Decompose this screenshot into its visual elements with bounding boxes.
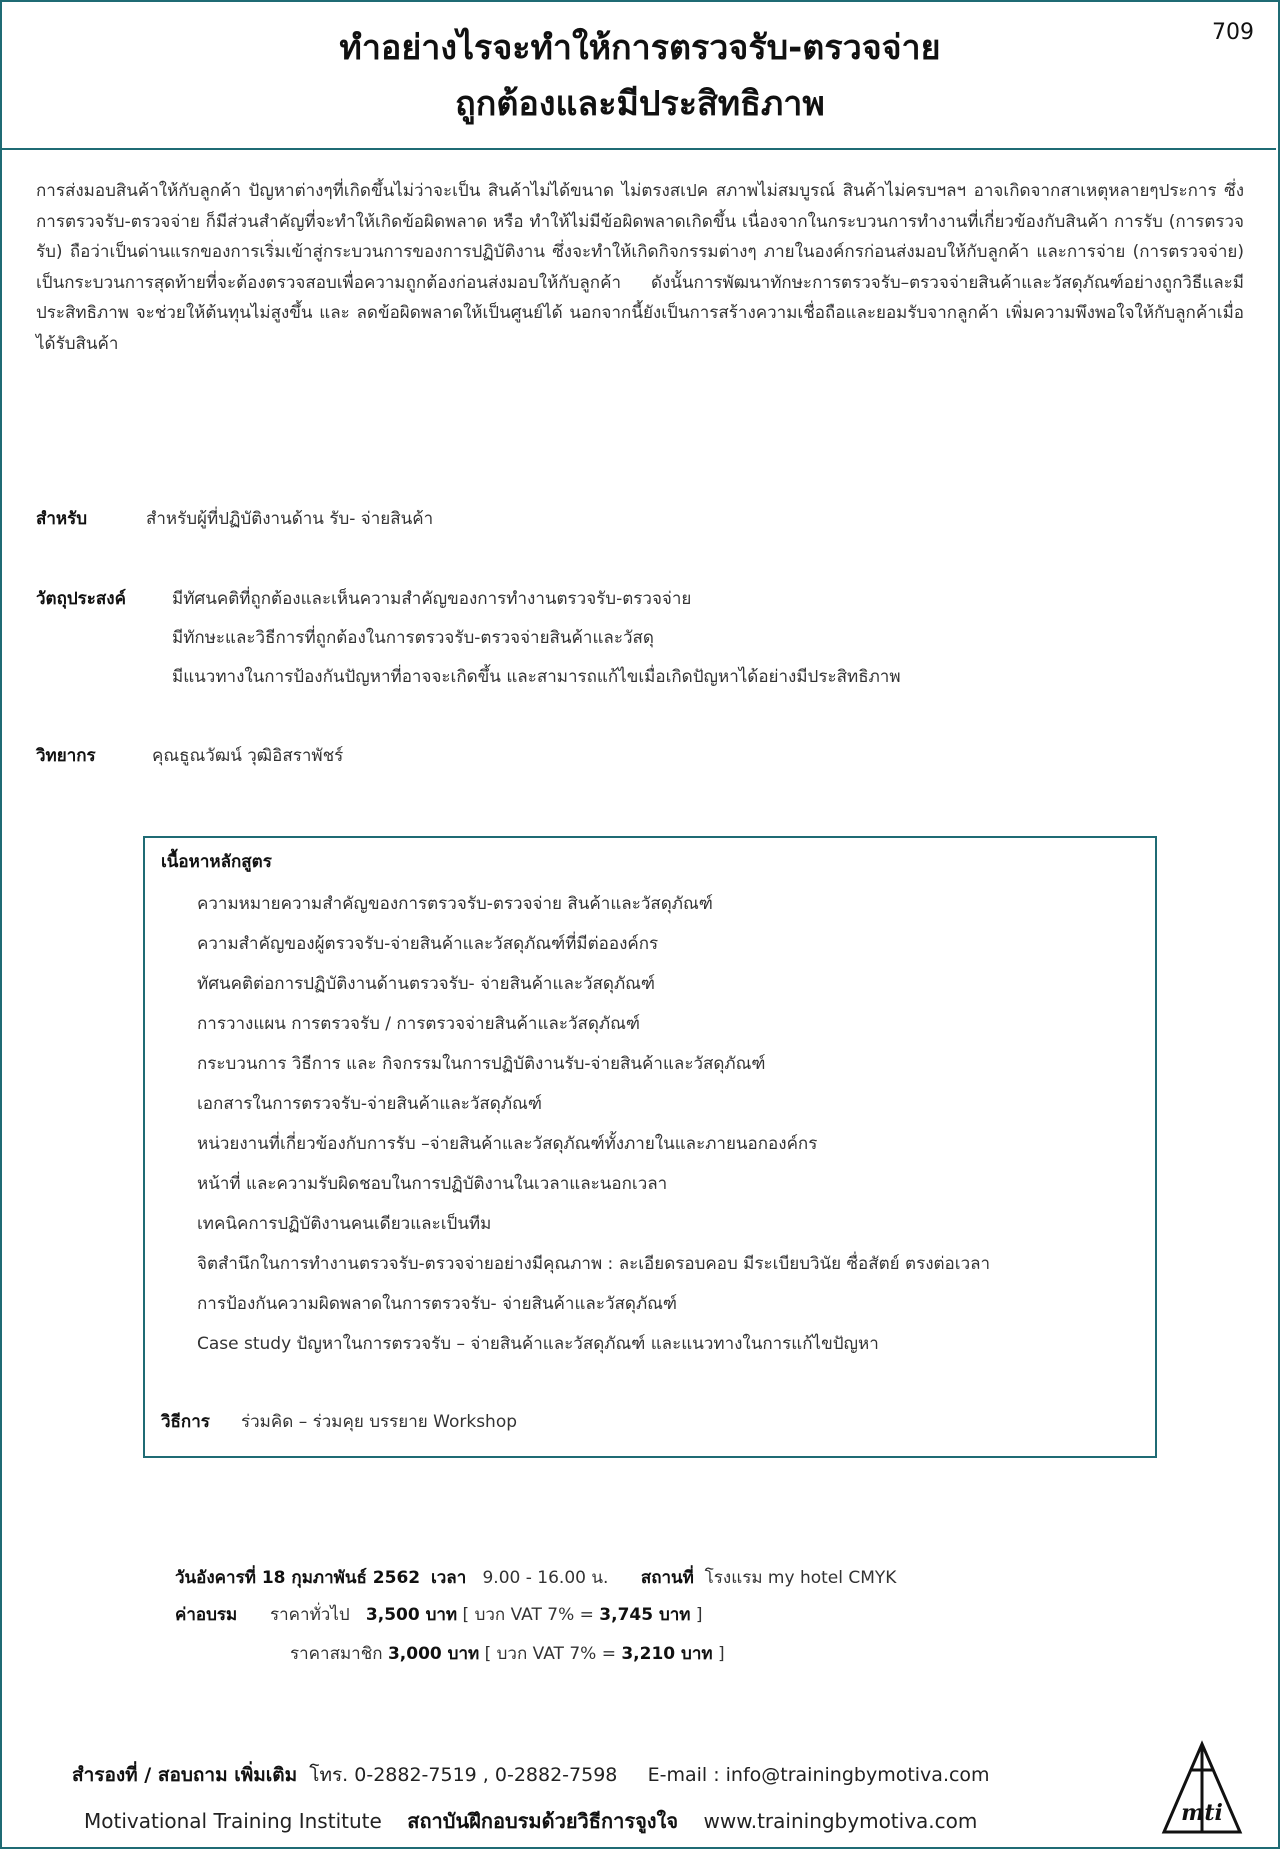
course-topic: การป้องกันความผิดพลาดในการตรวจรับ- จ่ายสินค้าและวัสดุภัณฑ์ [197, 1294, 678, 1314]
venue-value: โรงแรม my hotel CMYK [704, 1568, 897, 1588]
course-topic: Case study ปัญหาในการตรวจรับ – จ่ายสินค้าและวัสดุภัณฑ์ และแนวทางในการแก้ไขปัญหา [197, 1334, 879, 1354]
course-topic: ทัศนคติต่อการปฏิบัติงานด้านตรวจรับ- จ่ายสินค้าและวัสดุภัณฑ์ [197, 974, 656, 994]
general-vat-total: 3,745 บาท [599, 1605, 691, 1625]
member-label: ราคาสมาชิก [290, 1644, 383, 1664]
time-label: เวลา [430, 1568, 467, 1588]
contact-email: E-mail : info@trainingbymotiva.com [647, 1764, 990, 1786]
svg-text:mti: mti [1181, 1800, 1223, 1826]
objectives-label-row [36, 585, 126, 612]
general-vat-open: [ บวก VAT 7% = [462, 1605, 594, 1625]
speaker-value: คุณธูณวัฒน์ วุฒิอิสราพัชร์ [152, 746, 344, 766]
method-row [161, 1408, 517, 1435]
course-topic: กระบวนการ วิธีการ และ กิจกรรมในการปฏิบัติงานรับ-จ่ายสินค้าและวัสดุภัณฑ์ [197, 1054, 766, 1074]
course-topic: หน่วยงานที่เกี่ยวข้องกับการรับ –จ่ายสินค้าและวัสดุภัณฑ์ทั้งภายในและภายนอกองค์กร [197, 1134, 818, 1154]
for-value: สำหรับผู้ที่ปฏิบัติงานด้าน รับ- จ่ายสินค้า [146, 509, 434, 529]
objectives-label: วัตถุประสงค์ [36, 589, 126, 609]
footer-org-en: Motivational Training Institute [84, 1809, 382, 1833]
footer-org-th: สถาบันฝึกอบรมด้วยวิธีการจูงใจ [407, 1809, 679, 1833]
general-label: ราคาทั่วไป [270, 1605, 350, 1625]
page-title-line1: ทำอย่างไรจะทำให้การตรวจรับ-ตรวจจ่าย [339, 28, 941, 68]
fee-general-row [175, 1601, 703, 1628]
footer-row [84, 1805, 977, 1837]
fee-label: ค่าอบรม [175, 1605, 238, 1625]
page-number: 709 [1212, 20, 1254, 45]
header [0, 0, 1276, 150]
method-value: ร่วมคิด – ร่วมคุย บรรยาย Workshop [241, 1412, 518, 1432]
objective-item: มีแนวทางในการป้องกันปัญหาที่อาจจะเกิดขึ้น และสามารถแก้ไขเมื่อเกิดปัญหาได้อย่างมีประสิทธิภาพ [172, 667, 901, 687]
fee-member-row [290, 1640, 725, 1667]
general-price: 3,500 บาท [365, 1605, 458, 1625]
speaker-row [36, 742, 343, 769]
course-topic: ความสำคัญของผู้ตรวจรับ-จ่ายสินค้าและวัสดุภัณฑ์ที่มีต่อองค์กร [197, 934, 659, 954]
course-topic: การวางแผน การตรวจรับ / การตรวจจ่ายสินค้าและวัสดุภัณฑ์ [197, 1014, 640, 1034]
member-price: 3,000 บาท [387, 1644, 480, 1664]
course-content-title: เนื้อหาหลักสูตร [161, 852, 272, 872]
schedule-row [175, 1564, 896, 1591]
general-vat-close: ] [695, 1605, 703, 1625]
member-vat-open: [ บวก VAT 7% = [484, 1644, 616, 1664]
course-topic: เอกสารในการตรวจรับ-จ่ายสินค้าและวัสดุภัณฑ์ [197, 1094, 542, 1114]
speaker-label: วิทยากร [36, 746, 96, 766]
course-content-box [143, 836, 1157, 1458]
objective-item: มีทัศนคติที่ถูกต้องและเห็นความสำคัญของการทำงานตรวจรับ-ตรวจจ่าย [172, 589, 692, 609]
intro-paragraph: การส่งมอบสินค้าให้กับลูกค้า ปัญหาต่างๆที่เกิดขึ้นไม่ว่าจะเป็น สินค้าไม่ได้ขนาด ไม่ตรงสเปค สภาพไม่สมบูรณ์ สินค้าไม่ครบฯลฯ อาจเกิดจากสาเหตุหลายๆประการ ซึ่งการตรวจรับ-ตรวจจ่าย ก็มีส่วนสำคัญที่จะทำให้เกิดข้อผิดพลาด หรือ ทำให้ไม่มีข้อผิดพลาดเกิดขึ้น เนื่องจากในกระบวนการทำงานที่เกี่ยวข้องกับสินค้า การรับ (การตรวจรับ) ถือว่าเป็นด่านแรกของการเริ่มเข้าสู่กระบวนการของการปฏิบัติงาน ซึ่งจะทำให้เกิดกิจกรรมต่างๆ ภายในองค์กรก่อนส่งมอบให้กับลูกค้า และการจ่าย (การตรวจจ่าย) เป็นกระบวนการสุดท้ายที่จะต้องตรวจสอบเพื่อความถูกต้องก่อนส่งมอบให้กับลูกค้า ดังนั้นการพัฒนาทักษะการตรวจรับ–ตรวจจ่ายสินค้าและวัสดุภัณฑ์อย่างถูกวิธีและมีประสิทธิภาพ จะช่วยให้ต้นทุนไม่สูงขึ้น และ ลดข้อผิดพลาดให้เป็นศูนย์ได้ นอกจากนี้ยังเป็นการสร้างความเชื่อถือและยอมรับจากลูกค้า เพิ่มความพึงพอใจให้กับลูกค้าเมื่อได้รับสินค้า [36, 181, 1244, 354]
method-label: วิธีการ [161, 1412, 210, 1432]
contact-phone: โทร. 0-2882-7519 , 0-2882-7598 [309, 1764, 618, 1786]
contact-row [72, 1760, 990, 1790]
course-topic: จิตสำนึกในการทำงานตรวจรับ-ตรวจจ่ายอย่างมีคุณภาพ : ละเอียดรอบคอบ มีระเบียบวินัย ซื่อสัตย์ ตรงต่อเวลา [197, 1254, 991, 1274]
footer-website: www.trainingbymotiva.com [703, 1809, 978, 1833]
time-value: 9.00 - 16.00 น. [482, 1568, 609, 1588]
date-label: วันอังคารที่ 18 กุมภาพันธ์ 2562 [175, 1568, 421, 1588]
member-vat-total: 3,210 บาท [621, 1644, 713, 1664]
page-title-line2: ถูกต้องและมีประสิทธิภาพ [455, 84, 825, 124]
objective-item: มีทักษะและวิธีการที่ถูกต้องในการตรวจรับ-ตรวจจ่ายสินค้าและวัสดุ [172, 628, 654, 648]
for-label: สำหรับ [36, 509, 88, 529]
member-vat-close: ] [717, 1644, 725, 1664]
contact-label: สำรองที่ / สอบถาม เพิ่มเติม [72, 1764, 298, 1786]
for-row [36, 505, 433, 532]
mti-logo-icon [1160, 1740, 1244, 1836]
course-topic: เทคนิคการปฏิบัติงานคนเดียวและเป็นทีม [197, 1214, 492, 1234]
course-topic: ความหมายความสำคัญของการตรวจรับ-ตรวจจ่าย สินค้าและวัสดุภัณฑ์ [197, 894, 713, 914]
course-topic: หน้าที่ และความรับผิดชอบในการปฏิบัติงานในเวลาและนอกเวลา [197, 1174, 668, 1194]
venue-label: สถานที่ [640, 1568, 694, 1588]
